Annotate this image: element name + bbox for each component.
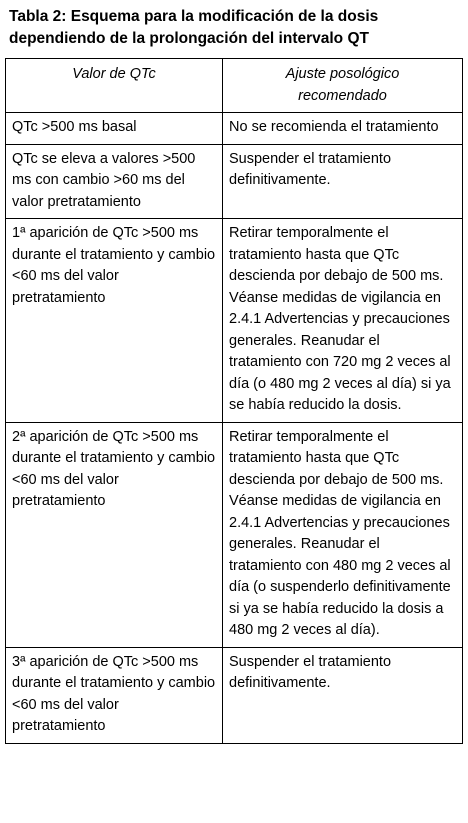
cell-valor: [6, 144, 223, 219]
table-header-row: [6, 59, 463, 113]
cell-ajuste: [223, 422, 463, 647]
cell-ajuste: [223, 113, 463, 145]
cell-valor-text: 2ª aparición de QTc >500 ms durante el tratamiento y cambio <60 ms del valor pretratamiento: [12, 428, 216, 509]
cell-valor-text: 1ª aparición de QTc >500 ms durante el tratamiento y cambio <60 ms del valor pretratamiento: [12, 225, 216, 306]
cell-ajuste-text: Suspender el tratamiento definitivamente.: [229, 150, 392, 188]
header-valor-qtc: [6, 59, 223, 113]
cell-ajuste-text: No se recomienda el tratamiento: [229, 119, 439, 135]
table-row: [6, 647, 463, 743]
header-valor-qtc-label: Valor de QTc: [72, 66, 156, 82]
table-row: [6, 422, 463, 647]
header-ajuste-posologico-label: Ajuste posológico recomendado: [285, 66, 400, 104]
table-row: [6, 113, 463, 145]
table-row: [6, 219, 463, 423]
cell-valor-text: QTc >500 ms basal: [12, 119, 137, 135]
cell-valor: [6, 113, 223, 145]
cell-ajuste: [223, 144, 463, 219]
cell-valor: [6, 422, 223, 647]
header-ajuste-posologico: [223, 59, 463, 113]
qtc-dose-table: [5, 58, 463, 744]
cell-valor-text: 3ª aparición de QTc >500 ms durante el tratamiento y cambio <60 ms del valor pretratamiento: [12, 653, 216, 734]
table-title: Tabla 2: Esquema para la modificación de la dosis dependiendo de la prolongación del intervalo QT: [9, 8, 379, 47]
cell-ajuste: [223, 647, 463, 743]
cell-valor: [6, 647, 223, 743]
cell-ajuste-text: Retirar temporalmente el tratamiento hasta que QTc descienda por debajo de 500 ms. Véanse medidas de vigilancia en 2.4.1 Advertencias y precauciones generales. Reanudar el tratamiento con 480 mg 2 veces al día (o suspenderlo definitivamente si ya se había reducido la dosis a 480 mg 2 veces al día).: [229, 428, 451, 638]
cell-valor: [6, 219, 223, 423]
cell-ajuste-text: Suspender el tratamiento definitivamente.: [229, 653, 392, 691]
cell-valor-text: QTc se eleva a valores >500 ms con cambio >60 ms del valor pretratamiento: [12, 150, 196, 210]
cell-ajuste-text: Retirar temporalmente el tratamiento hasta que QTc descienda por debajo de 500 ms. Véanse medidas de vigilancia en 2.4.1 Advertencias y precauciones generales. Reanudar el tratamiento con 720 mg 2 veces al día (o 480 mg 2 veces al día) si ya se había reducido la dosis.: [229, 225, 451, 413]
table-row: [6, 144, 463, 219]
cell-ajuste: [223, 219, 463, 423]
